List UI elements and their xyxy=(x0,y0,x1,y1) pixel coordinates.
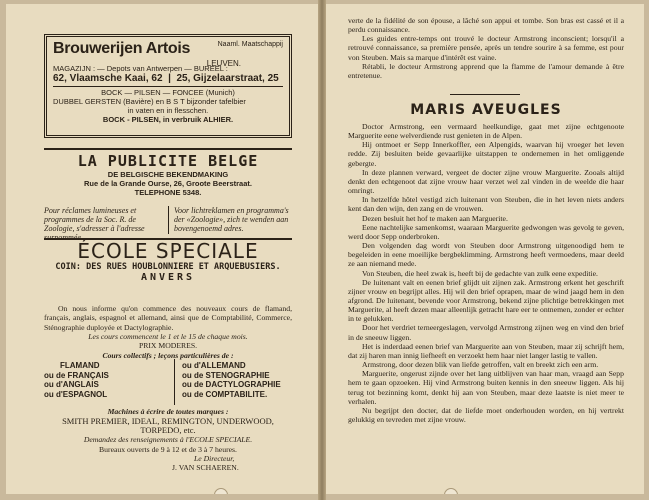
story-fr-end xyxy=(348,16,624,80)
ecole-prix: PRIX MODERES. xyxy=(138,341,198,351)
ecole-speciale-header xyxy=(44,238,292,283)
course-left-2: ou d'ANGLAIS xyxy=(44,380,99,390)
artois-city: LEUVEN. xyxy=(206,59,241,68)
machines-list: SMITH PREMIER, IDEAL, REMINGTON, UNDERWOOD, TORPEDO, etc. xyxy=(62,415,274,436)
courses-title: Cours collectifs ; leçons particulières de : xyxy=(102,351,234,361)
artois-address-left: 62, Vlaamsche Kaai, 62 xyxy=(53,73,163,84)
artois-line-2: DUBBEL GERSTEN (Bavière) en B S T bijzonder tafelbier xyxy=(53,97,246,106)
artois-magazijn: MAGAZIJN : — Depots van Antwerpen — BUREEL : xyxy=(53,64,228,73)
notice-dutch: Voor lichtreklamen en programma's der «Zoologie», zich te wenden aan bovengenoemd adres. xyxy=(174,206,289,233)
fr-paragraph-1: Les guides entre-temps ont trouvé le docteur Armstrong inconscient; lorsqu'il a retrouvé connaissance, sa première pensée, après un tendre sourire à sa femme, est pour von Steuben. Mais sa marque d'intérêt est vaine. xyxy=(348,34,624,62)
story-paragraph: In deze plannen verward, vergeet de docter zijne vrouw Marguerite. Zooals altijd denkt den echtgenoot dat zijne vrouw haar verzet wel zal vinden in de weelde die haar omringt. xyxy=(348,167,624,196)
ecole-intro: On nous informe qu'on commence des nouveaux cours de flamand, français, anglais, espagnol et allemand, ainsi que de Comptabilité, Commerce, Sténographie duployée et Dactylographie. xyxy=(44,304,292,332)
left-page xyxy=(6,4,318,494)
publicite-telephone: TELEPHONE 5348. xyxy=(134,188,202,197)
publicite-notices xyxy=(44,202,292,242)
story-paragraph: Het is inderdaad eenen brief van Marguerite aan von Steuben, maar zij schrijft hem, dat zij haren man innig liefheeft en verzoekt hem haar niet langer lastig te vallen. xyxy=(348,341,624,360)
courses-divider xyxy=(174,359,175,405)
ecole-title: ÉCOLE SPECIALE xyxy=(77,239,259,263)
course-right-0: ou d'ALLEMAND xyxy=(182,361,246,371)
ecole-bureaux: Bureaux ouverts de 9 à 12 et de 3 à 7 heures. xyxy=(99,444,237,454)
story-nl xyxy=(348,122,624,424)
ecole-directeur-label: Le Directeur, xyxy=(194,453,235,463)
publicite-belge xyxy=(44,148,292,197)
course-left-0: FLAMAND xyxy=(60,361,100,371)
course-left-1: ou de FRANÇAIS xyxy=(44,370,109,380)
artois-rule xyxy=(53,86,283,87)
courses-right xyxy=(182,361,300,399)
story-paragraph: Door het verdriet terneergeslagen, vervolgd Armstrong zijnen weg en vind den brief in de sneeuw liggen. xyxy=(348,323,624,342)
artois-brand: Brouwerijen Artois xyxy=(53,40,191,57)
course-right-3: ou de COMPTABILITE. xyxy=(182,389,268,399)
fr-paragraph-2: Rétabli, le docteur Armstrong apprend que la flamme de l'amour demande à être entretenue. xyxy=(348,61,624,80)
artois-advertisement xyxy=(44,34,292,138)
ecole-address: COIN: DES RUES HOUBLONNIERE ET ARQUEBUSIERS. xyxy=(55,262,281,272)
machines-title: Machines à écrire de toutes marques : xyxy=(107,407,229,417)
course-right-1: ou de STENOGRAPHIE xyxy=(182,370,270,380)
artois-addresses: 62, Vlaamsche Kaai, 62 | 25, Gijzelaarstraat, 25 xyxy=(53,73,279,84)
notice-french: Pour réclames lumineuses et programmes de la Soc. R. de Zoologie, s'adresser à l'adresse surnommée. xyxy=(44,206,145,242)
publicite-address: Rue de la Grande Ourse, 26, Groote Beerstraat. xyxy=(84,179,252,188)
binding-hole xyxy=(444,488,458,494)
story-paragraph: Marguerite, ongerust zijnde over het lang uitblijven van haar man, vraagd aan Sepp hem te gaan opzoeken. Hij vind Armstrong buiten kennis in den sneeuw liggen. Als hij terug tot bezinning komt, denkt hij aan von Steuben, maar deze laatste is niet meer te verhalen. xyxy=(348,369,624,406)
story-paragraph: Armstrong, door dezen blik van liefde getroffen, valt en breekt zich een arm. xyxy=(362,360,599,370)
ecole-dates: Les cours commencent le 1 et le 15 de chaque mois. xyxy=(88,331,248,341)
story-title: MARIS AVEUGLES xyxy=(410,102,562,118)
story-paragraph: De luitenant valt en eenen brief glijdt uit zijnen zak. Armstrong erkent het geschrift zijner vrouw en begrijpt alles. Hij wil den brief oprapen, maar de wind jaagd hem in den afgrond. De luitenant, bevende voor Armstrong, bekend zijne plichtige betrekkingen met Marguerite, al heeft dezen maar alleenlijk getracht hare eer te ontnemen, zonder er echter in te gelukken. xyxy=(348,277,624,324)
right-page xyxy=(326,4,644,494)
course-right-2: ou de DACTYLOGRAPHIE xyxy=(182,380,281,390)
ecole-directeur: J. VAN SCHAEREN. xyxy=(172,463,239,473)
publicite-top-rule xyxy=(44,148,292,150)
ecole-body xyxy=(44,304,292,473)
story-paragraph: Doctor Armstrong, een vermaard heelkundige, gaat met zijne echtgenoote Marguerite eene welverdiende rust genieten in de Alpen. xyxy=(348,122,624,141)
publicite-title: LA PUBLICITE BELGE xyxy=(77,152,259,170)
book-gutter xyxy=(318,0,326,500)
fr-paragraph-0: verte de la fidélité de son épouse, a lâché son appui et tombe. Son bras est cassé et il a perdu connaissance. xyxy=(348,16,624,35)
courses-left xyxy=(44,361,162,399)
publicite-subtitle: DE BELGISCHE BEKENDMAKING xyxy=(107,170,229,179)
artois-line-1: BOCK — PILSEN — FONCEE (Munich) xyxy=(101,88,235,97)
story-paragraph: Hij ontmoet er Sepp Innerkoffler, een Alpengids, waarvan hij vroeger het leven redde. Zij besluiten beide gevaarlijke uitstappen te ondernemen in het omliggende gebergte. xyxy=(348,140,624,168)
notice-divider xyxy=(168,206,169,234)
artois-company-type: Naaml. Maatschappij xyxy=(217,41,283,48)
section-rule xyxy=(450,94,520,95)
course-left-3: ou d'ESPAGNOL xyxy=(44,389,108,399)
artois-address-right: 25, Gijzelaarstraat, 25 xyxy=(176,73,279,84)
story-paragraph: In hetzelfde hôtel vestigd zich luitenant von Steuben, die in het leven niets anders kent dan den wijn, den zang en de vrouwen. xyxy=(348,195,624,214)
artois-line-4: BOCK - PILSEN, in verbruik ALHIER. xyxy=(102,115,234,124)
story-paragraph: Den volgenden dag wordt von Steuben door Armstrong uitgenoodigd hem te begeleiden in eene moeilijke bergbeklimming. Armstrong heeft vermoedens, maar deeld ze aan niemand mede. xyxy=(348,241,624,269)
ecole-courses xyxy=(44,351,292,407)
binding-hole xyxy=(214,488,228,494)
story-paragraph: Von Steuben, die heel zwak is, heeft bij de gedachte van zulk eene expeditie. xyxy=(362,268,598,278)
story-paragraph: Nu begrijpt den docter, dat de liefde moet onderhouden worden, en hij vertrekt gelukkig en tevreden met zijne vrouw. xyxy=(348,405,624,424)
ecole-city: ANVERS xyxy=(140,272,196,283)
ecole-demandez: Demandez des renseignements à l'ECOLE SPECIALE. xyxy=(83,435,253,445)
story-paragraph: Eene nachtelijke samenkomst, waaraan Marguerite gedwongen was gevolg te geven, werd door Sepp onderbroken. xyxy=(348,222,624,241)
story-paragraph: Dezen besluit het hof te maken aan Marguerite. xyxy=(362,213,508,223)
artois-line-3: in vaten en in flesschen. xyxy=(127,106,209,115)
